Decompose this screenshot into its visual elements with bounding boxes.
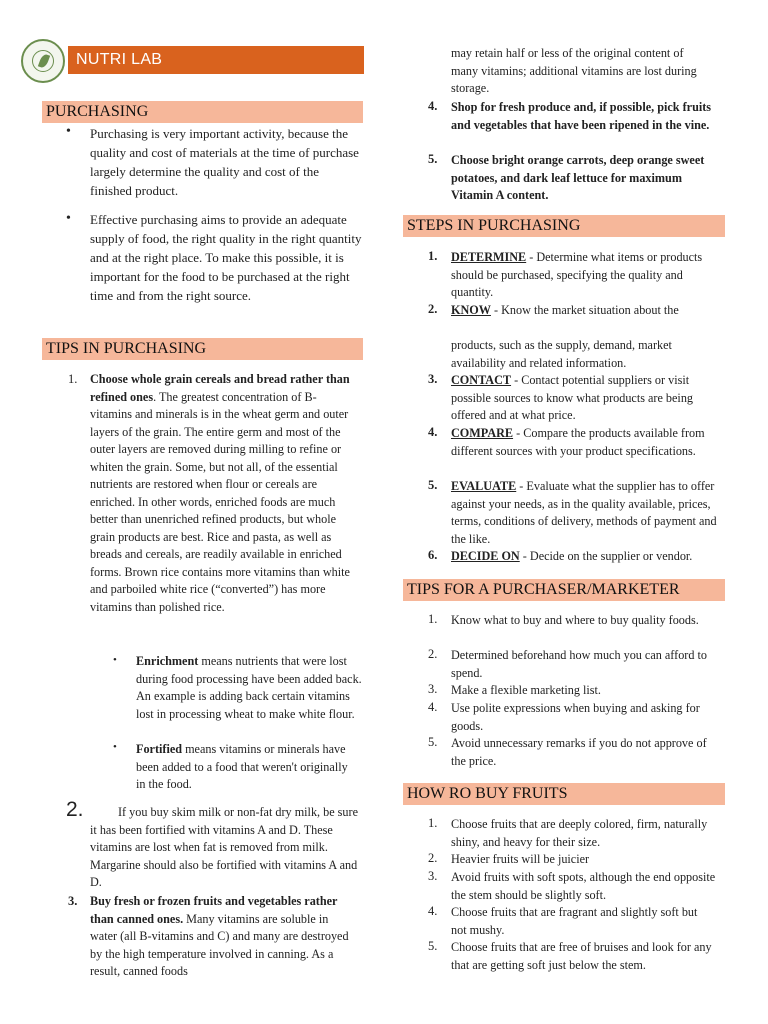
brand-name: NUTRI LAB	[76, 51, 163, 68]
enrichment-term: Enrichment	[136, 654, 199, 668]
list-number: 4.	[428, 99, 438, 113]
marketer-item-1: Know what to buy and where to buy quality foods.	[451, 613, 699, 627]
steps-heading: STEPS IN PURCHASING	[403, 215, 725, 237]
enrichment-definition	[136, 653, 366, 723]
step-text: - Evaluate what the supplier has to offer against your needs, as in the quality available, prices, terms, conditions of delivery, methods of payment and the like.	[451, 479, 717, 546]
tip-item-1	[90, 371, 358, 616]
tip-item-1-bold: Choose whole grain cereals and bread rather than refined ones	[90, 372, 350, 404]
list-number: 3.	[68, 894, 78, 908]
purchasing-heading: PURCHASING	[42, 101, 363, 123]
fruit-item-4: Choose fruits that are fragrant and slightly soft but not mushy.	[451, 905, 698, 937]
list-number: 4.	[428, 904, 438, 918]
list-number: 5.	[428, 478, 438, 492]
step-key: COMPARE	[451, 426, 514, 440]
marketer-heading: TIPS FOR A PURCHASER/MARKETER	[403, 579, 725, 601]
list-number: 1.	[428, 249, 438, 263]
step-key: KNOW	[451, 303, 491, 317]
step-determine	[451, 249, 711, 302]
step-text: - Know the market situation about the	[490, 303, 679, 317]
tip-item-1-text: . The greatest concentration of B-vitamins and minerals is in the wheat germ and outer layers of the grain. The entire germ and most of the outer layers are removed during milling to refine or whiten the grain. Some, but not all, of the essential nutrients are restored when flour or cereals are enriched. In other words, enriched foods are much better than unenriched refined products, but whole grain products are best. Rice and pasta, as well as breads and cereals, are readily available in enriched forms. Brown rice contains more vitamins than white and parboiled white rice (“converted”) has more vitamins than polished rice.	[90, 389, 350, 614]
list-number: 3.	[428, 869, 438, 883]
marketer-item-4: Use polite expressions when buying and asking for goods.	[451, 701, 700, 733]
tip-item-3-text: Many vitamins are soluble in water (all B-vitamins and C) and many are destroyed by the high temperature involved in canning. As a result, canned foods	[90, 911, 349, 978]
step-decide-on	[451, 548, 716, 566]
list-number: 2.	[428, 647, 438, 661]
list-number: 6.	[428, 548, 438, 562]
tips-heading: TIPS IN PURCHASING	[42, 338, 363, 360]
tip-item-3-bold: Buy fresh or frozen fruits and vegetables rather than canned ones.	[90, 894, 338, 926]
step-key: EVALUATE	[451, 479, 517, 493]
tip-item-3-continued: may retain half or less of the original content of many vitamins; additional vitamins are lost during storage.	[451, 46, 697, 95]
list-number: 2.	[428, 302, 438, 316]
fortified-definition	[136, 741, 354, 794]
step-text: - Decide on the supplier or vendor.	[519, 549, 693, 563]
fruit-item-3: Avoid fruits with soft spots, although the end opposite the stem should be slightly soft.	[451, 870, 716, 902]
list-number: 1.	[68, 372, 78, 386]
list-number: 4.	[428, 425, 438, 439]
list-number: 3.	[428, 372, 438, 386]
enrichment-text: means nutrients that were lost during food processing have been added back. An example is adding back certain vitamins lost in processing wheat to make white flour.	[136, 654, 362, 721]
fruit-item-1: Choose fruits that are deeply colored, firm, naturally shiny, and heavy for their size.	[451, 817, 708, 849]
step-key: DECIDE ON	[451, 549, 520, 563]
step-key: DETERMINE	[451, 250, 527, 264]
fortified-text: means vitamins or minerals have been added to a food that weren't originally in the food.	[136, 742, 348, 791]
bullet-icon: •	[66, 211, 71, 226]
list-number: 3.	[428, 682, 438, 696]
step-text: - Determine what items or products should be purchased, specifying the quality and quantity.	[451, 250, 703, 299]
marketer-item-2: Determined beforehand how much you can afford to spend.	[451, 648, 707, 680]
list-number: 4.	[428, 700, 438, 714]
marketer-item-5: Avoid unnecessary remarks if you do not approve of the price.	[451, 736, 707, 768]
fortified-term: Fortified	[136, 742, 183, 756]
tip-item-5: Choose bright orange carrots, deep orange sweet potatoes, and dark leaf lettuce for maximum Vitamin A content.	[451, 153, 705, 202]
purchasing-paragraph-2: Effective purchasing aims to provide an adequate supply of food, the right quality in the right quantity and at the right place. To make this possible, it is important for the food to be purchased at the right time and from the right source.	[90, 212, 362, 303]
step-text: - Contact potential suppliers or visit possible sources to know what products are being offered and at what price.	[451, 373, 694, 422]
fruit-item-2: Heavier fruits will be juicier	[451, 852, 590, 866]
step-evaluate	[451, 478, 723, 548]
step-contact	[451, 372, 726, 425]
purchasing-paragraph-1: Purchasing is very important activity, because the quality and cost of materials at the time of purchase largely determine the quality and cost of the finished product.	[90, 126, 359, 198]
list-number: 5.	[428, 152, 438, 166]
marketer-item-3: Make a flexible marketing list.	[451, 683, 601, 697]
list-number: 1.	[428, 612, 438, 626]
list-number: 5.	[428, 735, 438, 749]
list-number-large: 2.	[66, 798, 84, 821]
list-number: 1.	[428, 816, 438, 830]
list-number: 5.	[428, 939, 438, 953]
step-compare	[451, 425, 721, 460]
tip-item-3	[90, 893, 358, 981]
fruits-heading: HOW RO BUY FRUITS	[403, 783, 725, 805]
bullet-icon: •	[113, 654, 117, 666]
brand-bar	[68, 46, 364, 74]
list-number: 2.	[428, 851, 438, 865]
step-key: CONTACT	[451, 373, 512, 387]
step-know	[451, 302, 711, 320]
bullet-icon: •	[66, 124, 71, 139]
tip-item-4: Shop for fresh produce and, if possible, pick fruits and vegetables that have been ripened in the vine.	[451, 100, 712, 132]
step-know-continued: products, such as the supply, demand, market availability and related information.	[451, 338, 672, 370]
fruit-item-5: Choose fruits that are free of bruises and look for any that are getting soft just below the stem.	[451, 940, 712, 972]
school-logo	[21, 39, 65, 83]
tip-item-2: If you buy skim milk or non-fat dry milk, be sure it has been fortified with vitamins A and D. These vitamins are lost when fat is removed from milk. Margarine should also be fortified with vitamins A and D.	[90, 805, 358, 889]
bullet-icon: •	[113, 741, 117, 753]
step-text: - Compare the products available from different sources with your product specifications.	[451, 426, 705, 458]
